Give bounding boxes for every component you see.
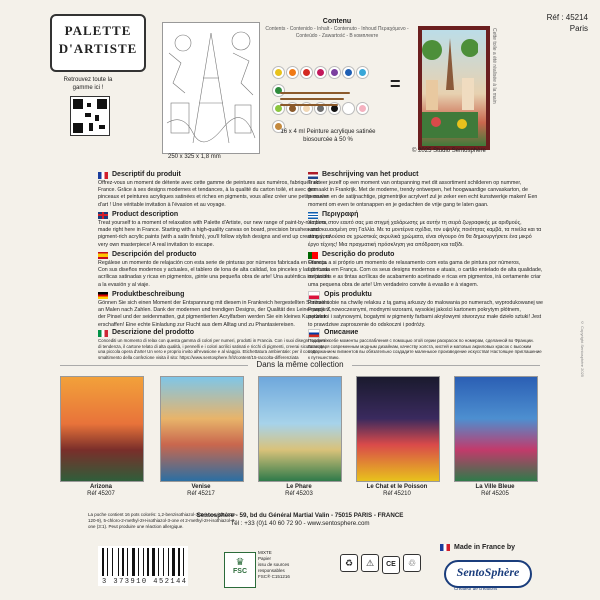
flag-fr-icon [440,544,450,551]
brand-tagline: Créateur de créations [454,586,498,591]
collection-name: La Ville Bleue [475,484,515,490]
section-pl [308,290,543,329]
made-in-text: Made in France by [454,544,516,551]
section-text: Ofereça a si próprio um momento de relaxamento com esta gama de pintura por números, fabricada em França. Com os seus designs modernos e atuais, o cartão entelado de alta qualidade, os pincéis e as tintas acrílicas de acabamento acetinado e ricas em pigmentos, irá certamente criar uma pequena obra de arte! Um verdadeiro convite à evasão e à viagem. [308,260,543,288]
section-text: Trakteer jezelf op een moment van ontspanning met dit assortiment schilderen op nummer, gemaakt in Frankrijk. Met de moderne, trendy ontwerpen, het hoogwaardige canvaskarton, de penselen en de satijnachtige, pigmentrijke acrylverf zul je zeker een echt kunstwerkje maken! Een moment om even te ontsnappen en je gedachten de vrije gang te laten gaan. [308,180,538,208]
section-text: Pozwól sobie na chwilę relaksu z tą gamą arkuszy do malowania po numerach, wyprodukowanej we Francji. Z nowoczesnymi, modnymi wzorami, wysokiej jakości kartonem pokrytym płótnem, pędzlami i satynowymi, bogatymi w pigmenty farbami akrylowymi stworzysz małe dzieło sztuki! Jest to prawdziwe zaproszenie do odskoczni i podróży. [308,300,543,328]
section-text: Concediti un momento di relax con questa gamma di colori per numeri, prodotti in Francia. Con i suoi disegni moderni e di tendenza, il cartone telato di alta qualità, i pennelli e i colori acrilici satinati e ricchi di pigmenti, creerai sicuramente una piccola opera d'arte! Un vero e proprio invito all'evasione e al viaggio. Etichettatura ambientale: per il corretto smaltimento della confezione visita il sito: https://www.sentosphere.fr/it/content/15-raccolta-differenziata [98,338,330,360]
flag-pt-icon [308,252,318,259]
flag-gr-icon [308,212,318,219]
flag-pl-icon [308,291,320,300]
collection-label [452,484,538,498]
collection-thumb-le-chat[interactable] [356,376,440,482]
qr-code-icon[interactable] [70,96,110,136]
flag-gb-icon [98,212,108,219]
flag-fr-icon [98,172,108,179]
section-de [98,290,333,329]
product-title: Paris [569,24,588,33]
collection-ref: Réf 45210 [383,491,411,497]
recycle-bin-icon: ♲ [403,554,421,572]
copyright-note: © 2025 Studio Sentosphère [412,148,486,154]
collection-name: Le Phare [286,484,312,490]
collection-name: Le Chat et le Poisson [366,484,428,490]
section-text: Offrez-vous un moment de détente avec cette gamme de peintures aux numéros, fabriquée en France. Grâce à ses designs modernes et tendances, à la qualité du carton toilé, et avec des pinceaux et peintures acryliques satinées et riches en pigments, vous allez créer une petite œuvre d'art ! Une véritable invitation à l'évasion et au voyage. [98,180,329,208]
collection-thumb-venise[interactable] [160,376,244,482]
collection-title-text: Dans la même collection [248,360,351,369]
address-line1: Sentosphère - 59, bd du Général Martial Valin - 75015 PARIS - FRANCE [196,512,404,519]
triman-icon: ♻ [340,554,358,572]
fsc-mixte-text: MIXTE Papier issu de sources responsables FSC® C151216 [258,550,290,579]
section-text: Regálese un momento de relajación con esta serie de pinturas por números fabricada en Francia. Con sus diseños modernos y actuales, el tablero de lona de alta calidad, los pinceles y las pinturas acrílicas satinadas y ricas en pigmentos, ¡pinte una pequeña obra de arte! Una auténtica invitación a la evasión y al viaje. [98,260,331,288]
ref-number: Réf : 45214 [546,13,588,22]
collection-label [158,484,244,498]
section-title: Описание [324,329,359,336]
contents-title: Contenu [322,18,352,25]
address-block [0,512,600,528]
collection-thumb-arizona[interactable] [60,376,144,482]
logo-line1: PALETTE [64,23,132,38]
made-in-france [440,544,515,551]
collection-thumb-le-phare[interactable] [258,376,342,482]
section-text: Подарите себе моменты расслабления с помощью этой серии раскрасок по номерам, сделанной во Франции. Благодаря современным модным дизайнам, качеству холста, кистей и матовых акриловых красок с высоким содержанием пигментов вы обязательно создадите маленькое произведение искусства! Настоящее приглашение к путешествию. [308,338,542,360]
flag-ru-icon [308,329,320,338]
section-text: Gönnen Sie sich einen Moment der Entspannung mit diesem in Frankreich hergestellten Sortiment an Malen nach Zahlen. Dank der modernen und trendigen Designs, der Qualität des Leinenpapiers, der Pinsel und der seidenmatten, gut pigmentierten Acrylfarben werden Sie ein kleines Kunstwerk erschaffen! Eine echte Einladung zur Flucht aus dem Alltag und zu Phantasiereisen. [98,300,332,328]
section-fr [98,170,333,209]
collection-name: Venise [191,484,211,490]
section-gb [98,210,333,249]
paint-pot-icon [300,66,313,79]
section-title: Product description [112,211,179,218]
paint-pot-icon [272,66,285,79]
section-title: Descrizione del prodotto [112,329,195,336]
section-nl [308,170,543,209]
section-ru [308,328,543,360]
qr-note: Retrouvez toute la gamme ici ! [63,77,113,91]
recycling-icons [340,553,424,574]
section-title: Descriptif du produit [112,171,181,178]
section-text: Χαρίστε στον εαυτό σας μια στιγμή χαλάρωσης με αυτήν τη σειρά ζωγραφικής με αριθμούς, κατασκευασμένη στη Γαλλία. Με τα μοντέρνα σχέδια, τον υψηλής ποιότητας καμβά, τα πινέλα και τα σατινέ, πλούσια σε χρωστικές ακρυλικά χρώματα, είναι σίγουρο ότι θα δημιουργήσετε ένα μικρό έργο τέχνης! Μια πραγματική πρόσκληση για απόδραση και ταξίδι. [308,220,542,248]
section-pt [308,250,543,289]
paint-description: 16 x 4 ml Peinture acrylique satinée biosourcée à 50 % [280,129,376,143]
section-title: Produktbeschreibung [112,291,185,298]
flag-de-icon [98,292,108,299]
collection-ref: Réf 45217 [187,491,215,497]
section-gr [308,210,543,249]
paint-pot-icon [328,66,341,79]
no-child-icon: ⚠ [361,554,379,572]
paint-pot-icon [286,66,299,79]
fsc-logo-icon: ♛ FSC [224,552,256,588]
section-text: Treat yourself to a moment of relaxation with Palette d'Artiste, our new range of paint-by-numbers, made right here in France. Starting with a high-quality canvas on board, precision brushes and pigment-rich acrylic paints (with a satin finish), you'll follow stylish designs and end up creating your very own masterpiece! A real invitation to escape. [98,220,331,248]
section-title: Descripción del producto [112,251,197,258]
logo-line2: D'ARTISTE [58,41,138,56]
flag-nl-icon [308,172,318,179]
canvas-dimensions: 250 x 325 x 1,8 mm [168,154,221,160]
legal-notice: La poche contient 16 pots colorés: 1,2-benzisothiazol-3(2H)-one (CE: 220-120-9), 5-chloro-2-methyl-2H-isothiazol-3-one et 2-methyl-2H-isothiazol-3-one (3:1). Peut produire une réaction allergique. [88,512,237,529]
copyright-vertical: © Copyright Sentosphère 2025 [580,320,585,378]
flag-es-icon [98,252,108,259]
collection-label [58,484,144,498]
brushes-icon [280,92,360,114]
section-title: Opis produktu [324,291,372,298]
handmade-note: Cette toile a été réalisée à la main [491,28,497,104]
collection-name: Arizona [89,484,112,490]
flag-it-icon [98,330,108,337]
fsc-label: FSC [233,568,247,575]
paint-pot-icon [342,66,355,79]
product-reference [547,12,588,34]
address-line2: Tél : +33 (0)1 40 60 72 90 - www.sentosphere.com [230,520,370,527]
collection-label [256,484,342,498]
section-es [98,250,333,289]
canvas-outline-preview [162,22,260,154]
paint-pot-icon [356,66,369,79]
collection-ref: Réf 45203 [285,491,313,497]
collection-ref: Réf 45207 [87,491,115,497]
section-title: Beschrijving van het product [322,171,419,178]
collection-thumb-ville-bleue[interactable] [454,376,538,482]
sentosphere-logo: SentoSphère [444,560,532,588]
ce-mark-icon: CE [382,556,400,574]
contents-translations: Contents - Contenido - Inhalt - Contenuto - Inhoud Περιεχόμενο - Conteúdo - Zawartość - В комплекте [265,26,409,39]
collection-label [354,484,440,498]
finished-painting-preview [418,26,490,150]
brand-logo [50,14,146,72]
collection-ref: Réf 45205 [481,491,509,497]
section-title: Descrição do produto [322,251,395,258]
barcode-number: 3 373910 452144 [102,578,188,586]
section-it [98,328,333,360]
paint-pot-icon [314,66,327,79]
section-title: Περιγραφή [322,211,359,218]
collection-title [0,360,600,369]
equals-sign: = [390,74,401,94]
